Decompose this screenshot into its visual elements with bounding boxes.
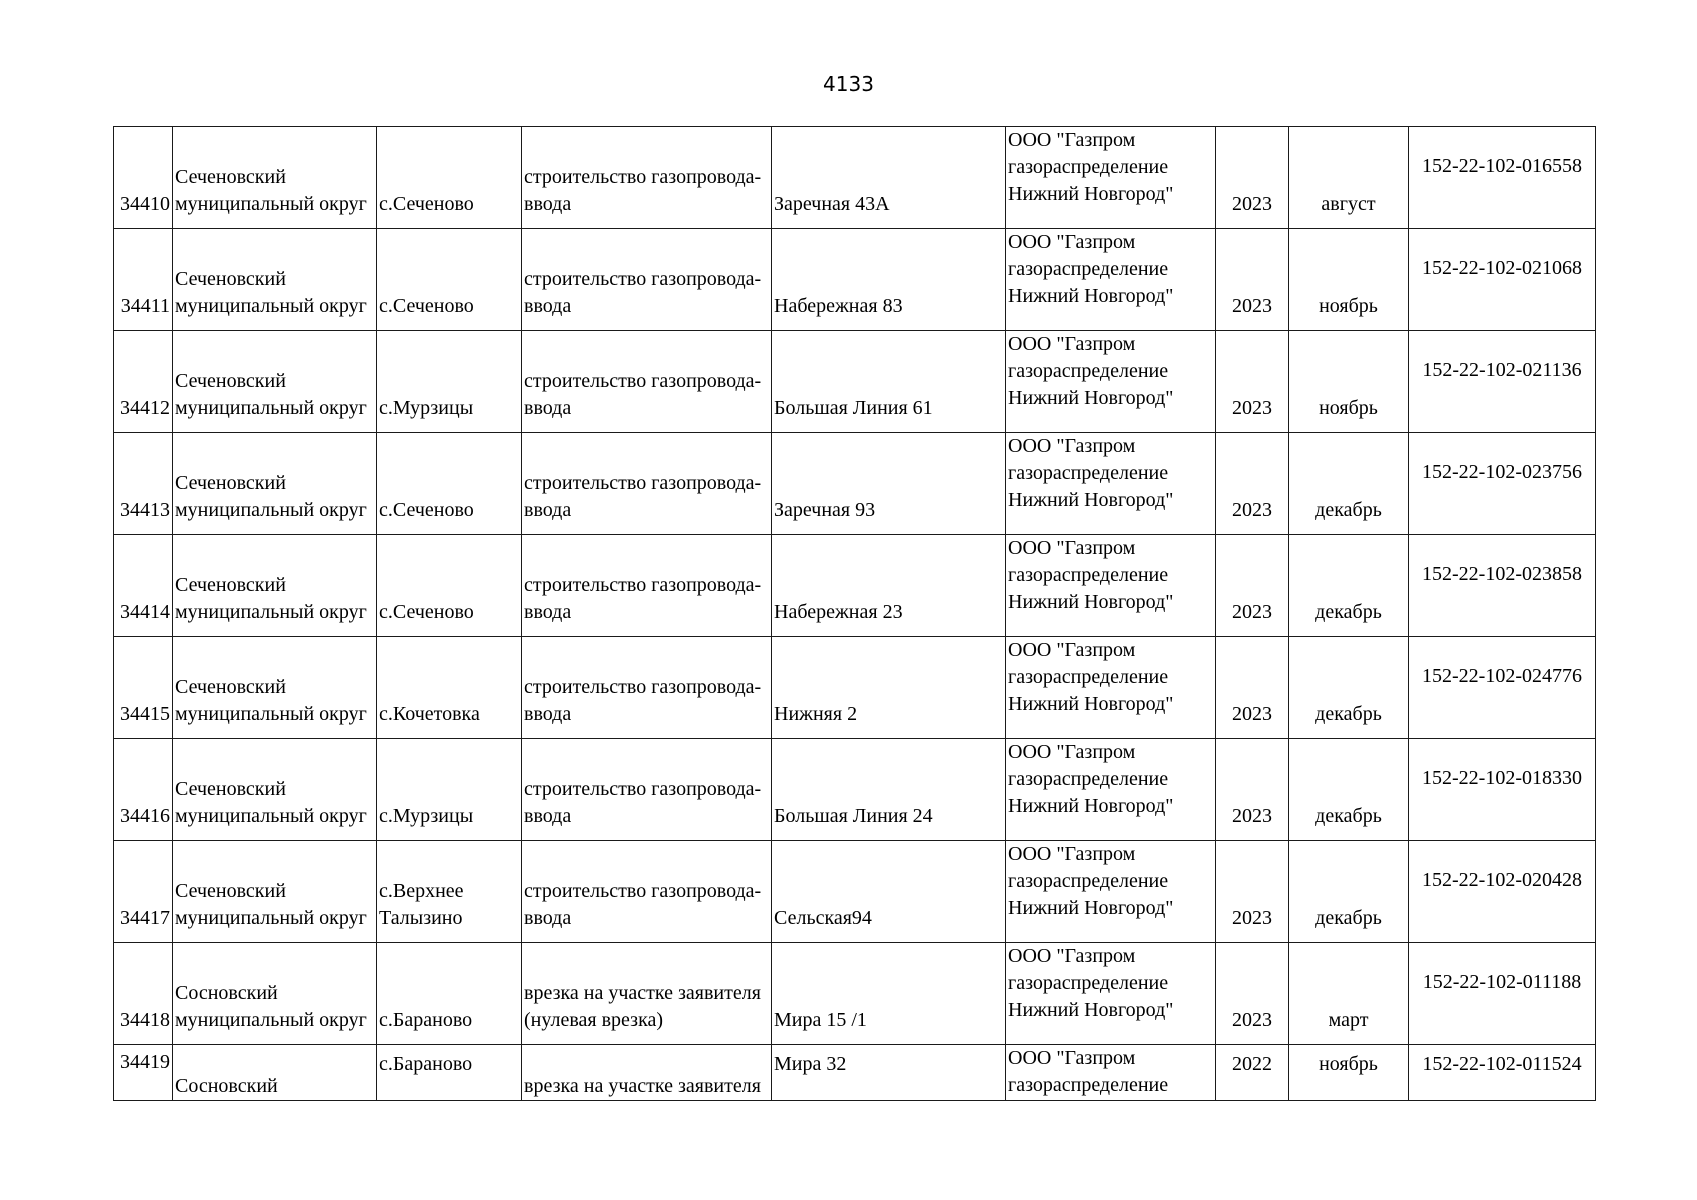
year-cell: 2023 [1216,637,1289,739]
organization-cell: ООО "Газпром газораспределение Нижний Новгород" [1006,127,1216,229]
year-cell: 2023 [1216,943,1289,1045]
district-cell: Сеченовский муниципальный округ [173,739,377,841]
district-cell: Сосновский [173,1045,377,1101]
address-cell: Нижняя 2 [772,637,1006,739]
month-cell: ноябрь [1289,331,1409,433]
work-type-cell: строительство газопровода-ввода [522,739,772,841]
locality-cell: с.Сеченово [377,127,522,229]
code-cell: 152-22-102-024776 [1409,637,1596,739]
address-cell: Большая Линия 24 [772,739,1006,841]
locality-cell: с.Бараново [377,1045,522,1101]
district-cell: Сеченовский муниципальный округ [173,433,377,535]
year-cell: 2023 [1216,331,1289,433]
code-cell: 152-22-102-021136 [1409,331,1596,433]
work-type-cell: строительство газопровода-ввода [522,331,772,433]
district-cell: Сеченовский муниципальный округ [173,535,377,637]
organization-cell: ООО "Газпром газораспределение Нижний Новгород" [1006,943,1216,1045]
row-number: 34419 [114,1045,173,1101]
organization-cell: ООО "Газпром газораспределение [1006,1045,1216,1101]
year-cell: 2023 [1216,841,1289,943]
locality-cell: с.Мурзицы [377,331,522,433]
code-cell: 152-22-102-023858 [1409,535,1596,637]
table-row [114,535,1596,637]
address-cell: Набережная 83 [772,229,1006,331]
address-cell: Набережная 23 [772,535,1006,637]
district-cell: Сеченовский муниципальный округ [173,331,377,433]
table-row [114,229,1596,331]
code-cell: 152-22-102-021068 [1409,229,1596,331]
month-cell: декабрь [1289,841,1409,943]
locality-cell: с.Бараново [377,943,522,1045]
work-type-cell: строительство газопровода-ввода [522,433,772,535]
month-cell: декабрь [1289,637,1409,739]
organization-cell: ООО "Газпром газораспределение Нижний Новгород" [1006,535,1216,637]
code-cell: 152-22-102-023756 [1409,433,1596,535]
organization-cell: ООО "Газпром газораспределение Нижний Новгород" [1006,433,1216,535]
month-cell: март [1289,943,1409,1045]
organization-cell: ООО "Газпром газораспределение Нижний Новгород" [1006,331,1216,433]
address-cell: Сельская94 [772,841,1006,943]
code-cell: 152-22-102-018330 [1409,739,1596,841]
district-cell: Сосновский муниципальный округ [173,943,377,1045]
organization-cell: ООО "Газпром газораспределение Нижний Новгород" [1006,841,1216,943]
work-type-cell: строительство газопровода-ввода [522,229,772,331]
organization-cell: ООО "Газпром газораспределение Нижний Новгород" [1006,229,1216,331]
row-number: 34411 [114,229,173,331]
row-number: 34414 [114,535,173,637]
year-cell: 2022 [1216,1045,1289,1101]
work-type-cell: строительство газопровода-ввода [522,535,772,637]
row-number: 34418 [114,943,173,1045]
month-cell: декабрь [1289,739,1409,841]
address-cell: Мира 15 /1 [772,943,1006,1045]
month-cell: ноябрь [1289,1045,1409,1101]
month-cell: август [1289,127,1409,229]
month-cell: ноябрь [1289,229,1409,331]
row-number: 34410 [114,127,173,229]
work-type-cell: строительство газопровода-ввода [522,637,772,739]
organization-cell: ООО "Газпром газораспределение Нижний Новгород" [1006,739,1216,841]
row-number: 34412 [114,331,173,433]
code-cell: 152-22-102-016558 [1409,127,1596,229]
table-row [114,637,1596,739]
year-cell: 2023 [1216,433,1289,535]
table-row [114,433,1596,535]
organization-cell: ООО "Газпром газораспределение Нижний Новгород" [1006,637,1216,739]
code-cell: 152-22-102-011188 [1409,943,1596,1045]
work-type-cell: строительство газопровода-ввода [522,127,772,229]
row-number: 34416 [114,739,173,841]
address-cell: Заречная 43А [772,127,1006,229]
locality-cell: с.Сеченово [377,229,522,331]
address-cell: Мира 32 [772,1045,1006,1101]
locality-cell: с.Мурзицы [377,739,522,841]
year-cell: 2023 [1216,739,1289,841]
address-cell: Большая Линия 61 [772,331,1006,433]
month-cell: декабрь [1289,535,1409,637]
table-row [114,841,1596,943]
table-row [114,1045,1596,1101]
row-number: 34413 [114,433,173,535]
table-row [114,331,1596,433]
locality-cell: с.Верхнее Талызино [377,841,522,943]
code-cell: 152-22-102-011524 [1409,1045,1596,1101]
page-number: 4133 [823,72,874,96]
district-cell: Сеченовский муниципальный округ [173,637,377,739]
data-table [113,126,1596,1101]
table-row [114,943,1596,1045]
month-cell: декабрь [1289,433,1409,535]
row-number: 34417 [114,841,173,943]
locality-cell: с.Кочетовка [377,637,522,739]
work-type-cell: врезка на участке заявителя (нулевая врезка) [522,943,772,1045]
work-type-cell: строительство газопровода-ввода [522,841,772,943]
table-row [114,739,1596,841]
district-cell: Сеченовский муниципальный округ [173,229,377,331]
table-row [114,127,1596,229]
district-cell: Сеченовский муниципальный округ [173,841,377,943]
year-cell: 2023 [1216,127,1289,229]
locality-cell: с.Сеченово [377,433,522,535]
address-cell: Заречная 93 [772,433,1006,535]
locality-cell: с.Сеченово [377,535,522,637]
year-cell: 2023 [1216,229,1289,331]
work-type-cell: врезка на участке заявителя [522,1045,772,1101]
year-cell: 2023 [1216,535,1289,637]
code-cell: 152-22-102-020428 [1409,841,1596,943]
row-number: 34415 [114,637,173,739]
district-cell: Сеченовский муниципальный округ [173,127,377,229]
